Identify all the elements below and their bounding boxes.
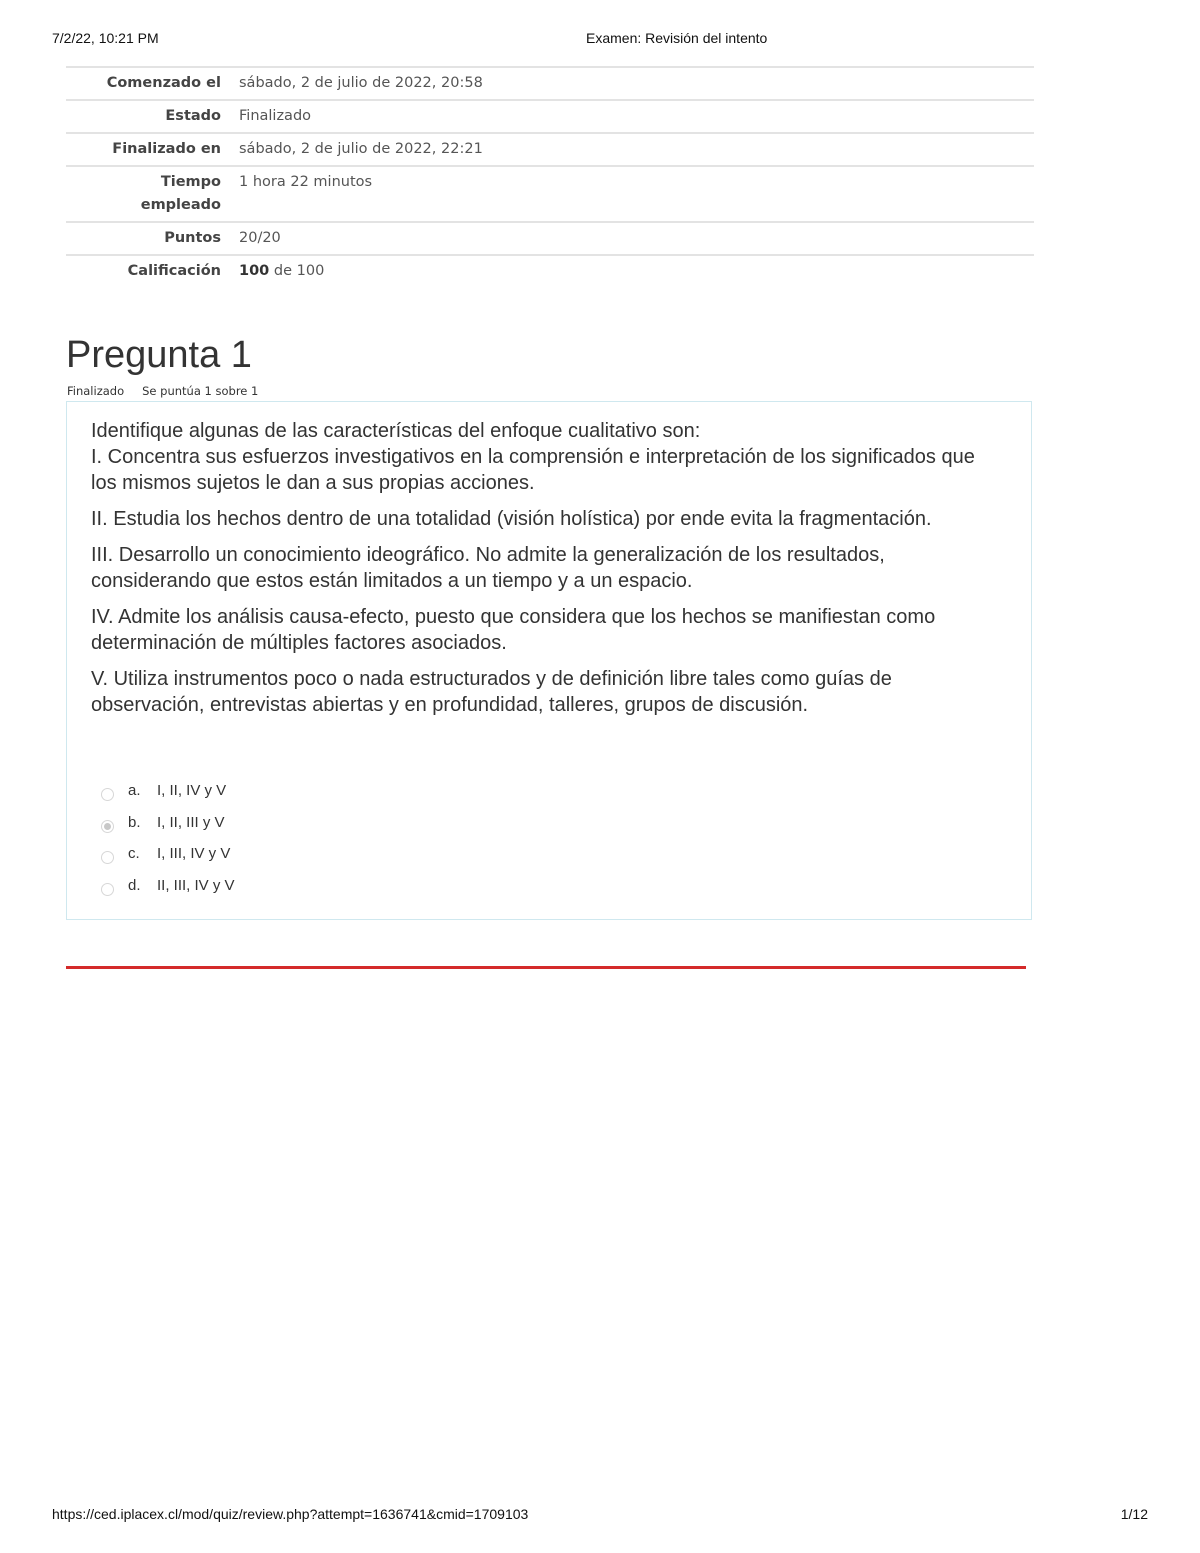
statement-4: IV. Admite los análisis causa-efecto, puesto que considera que los hechos se manifiestan como determinación de múltiples factores asociados. bbox=[91, 606, 936, 654]
summary-key: Puntos bbox=[66, 222, 230, 255]
radio-button[interactable] bbox=[101, 788, 114, 801]
summary-key: Estado bbox=[66, 100, 230, 133]
summary-key: Finalizado en bbox=[66, 133, 230, 166]
grade-score: 100 bbox=[239, 263, 270, 279]
answer-label: I, II, III y V bbox=[157, 813, 225, 831]
question-prompt: Identifique algunas de las características del enfoque cualitativo son: bbox=[91, 420, 701, 442]
summary-key-line2: empleado bbox=[140, 197, 221, 213]
print-footer bbox=[52, 1506, 1148, 1526]
summary-row-grade bbox=[66, 255, 1034, 287]
summary-row-finished bbox=[66, 133, 1034, 166]
statement-5: V. Utiliza instrumentos poco o nada estructurados y de definición libre tales como guías de observación, entrevistas abiertas y en profundidad, talleres, grupos de discusión. bbox=[91, 668, 892, 716]
summary-row-time-taken bbox=[66, 166, 1034, 222]
radio-button[interactable] bbox=[101, 883, 114, 896]
grade-total: de 100 bbox=[269, 263, 325, 279]
answer-label: II, III, IV y V bbox=[157, 876, 235, 894]
summary-value: 20/20 bbox=[230, 222, 1034, 255]
summary-value bbox=[230, 255, 1034, 287]
question-info bbox=[67, 384, 258, 398]
statement-3: III. Desarrollo un conocimiento ideográfico. No admite la generalización de los resultados, considerando que estos están limitados a un tiempo y a un espacio. bbox=[91, 544, 885, 592]
section-divider bbox=[66, 966, 1026, 969]
question-heading: Pregunta 1 bbox=[66, 334, 252, 376]
summary-row-state bbox=[66, 100, 1034, 133]
summary-value: 1 hora 22 minutos bbox=[230, 166, 1034, 222]
summary-key: Comenzado el bbox=[66, 67, 230, 100]
answer-letter: a. bbox=[128, 782, 141, 799]
question-grade: Se puntúa 1 sobre 1 bbox=[142, 384, 259, 398]
page-number: 1/12 bbox=[1120, 1506, 1148, 1522]
statement-1: I. Concentra sus esfuerzos investigativos en la comprensión e interpretación de los significados que los mismos sujetos le dan a sus propias acciones. bbox=[91, 446, 975, 494]
question-state: Finalizado bbox=[67, 384, 125, 398]
print-header bbox=[52, 30, 1148, 50]
summary-key: Calificación bbox=[66, 255, 230, 287]
answer-label: I, III, IV y V bbox=[157, 845, 231, 862]
question-text bbox=[91, 418, 991, 728]
answer-letter: d. bbox=[128, 876, 141, 894]
summary-row-started bbox=[66, 67, 1034, 100]
radio-button[interactable] bbox=[101, 851, 114, 864]
summary-row-points bbox=[66, 222, 1034, 255]
radio-button-selected[interactable] bbox=[101, 820, 114, 833]
summary-value: Finalizado bbox=[230, 100, 1034, 133]
answer-letter: b. bbox=[128, 813, 141, 831]
attempt-summary-table bbox=[66, 66, 1034, 287]
summary-key bbox=[66, 166, 230, 222]
answer-label: I, II, IV y V bbox=[157, 782, 227, 799]
page-url: https://ced.iplacex.cl/mod/quiz/review.php?attempt=1636741&cmid=1709103 bbox=[52, 1506, 529, 1522]
statement-2: II. Estudia los hechos dentro de una totalidad (visión holística) por ende evita la fragmentación. bbox=[91, 508, 932, 530]
print-date: 7/2/22, 10:21 PM bbox=[52, 30, 159, 46]
answer-letter: c. bbox=[128, 845, 140, 862]
question-box bbox=[66, 401, 1032, 920]
summary-value: sábado, 2 de julio de 2022, 22:21 bbox=[230, 133, 1034, 166]
summary-key-line1: Tiempo bbox=[160, 174, 221, 190]
print-title: Examen: Revisión del intento bbox=[586, 30, 768, 46]
summary-value: sábado, 2 de julio de 2022, 20:58 bbox=[230, 67, 1034, 100]
